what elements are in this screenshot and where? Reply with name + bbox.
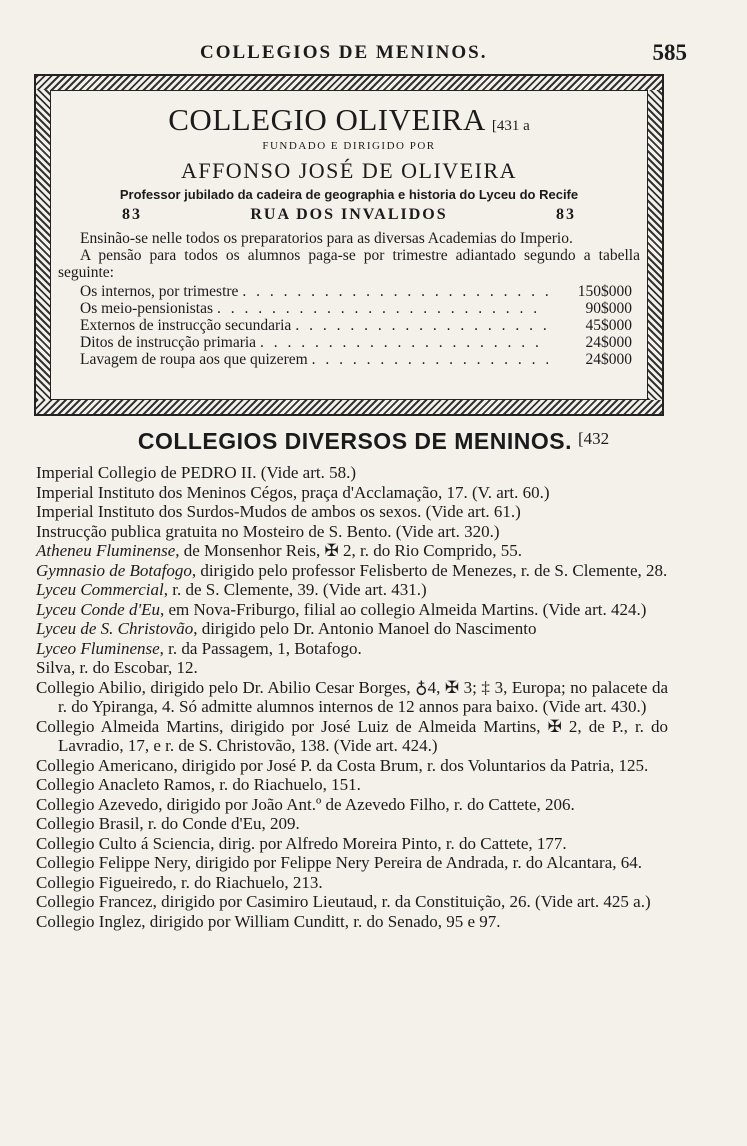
entry-text: , de Monsenhor Reis, ✠ 2, r. do Rio Comprido, 55. [175,541,522,560]
decorative-border-bottom [36,399,662,414]
list-item [36,463,668,483]
price-row [58,334,640,351]
decorative-border-left [36,90,51,400]
dot-leader [242,283,548,300]
decorative-border-right [647,90,662,400]
page-header [0,40,747,70]
entry-text: Collegio Inglez, dirigido por William Cunditt, r. do Senado, 95 e 97. [36,911,501,931]
entry-text: Instrucção publica gratuita no Mosteiro de S. Bento. (Vide art. 320.) [36,521,500,541]
list-item [36,795,668,815]
list-item [36,639,668,659]
price-label: Ditos de instrucção primaria [80,334,257,351]
list-item [36,619,668,639]
ad-reference: [431 a [491,118,530,134]
price-value: 24$000 [585,351,632,368]
price-label: Externos de instrucção secundaria [80,317,292,334]
list-item [36,678,668,717]
price-value: 45$000 [585,317,632,334]
school-name: Lyceo Fluminense [36,638,160,658]
entry-text: Collegio Figueiredo, r. do Riachuelo, 213. [36,872,323,892]
entry-text: Collegio Culto á Sciencia, dirig. por Alfredo Moreira Pinto, r. do Cattete, 177. [36,833,567,853]
list-item [36,892,668,912]
price-table [58,283,640,368]
entry-text: , r. de S. Clemente, 39. (Vide art. 431.) [163,580,427,599]
list-item [36,502,668,522]
list-item [36,853,668,873]
entry-text: Silva, r. do Escobar, 12. [36,658,198,677]
ad-description [58,230,640,281]
entry-text: Collegio Azevedo, dirigido por João Ant.º de Azevedo Filho, r. do Cattete, 206. [36,794,575,814]
list-item [36,522,668,542]
section-title: COLLEGIOS DIVERSOS DE MENINOS. [137,428,572,454]
school-name: Lyceu Commercial [36,580,164,599]
ad-paragraph-1: Ensinão-se nelle todos os preparatorios para as diversas Academias do Imperio. [80,230,573,247]
entry-text: Collegio Abilio, dirigido pelo Dr. Abilio Cesar Borges, ♁4, ✠ 3; ‡ 3, Europa; no palacete da r. do Ypiranga, 4. Só admitte alumnos internos de 12 annos para baixo. (Vide art. 430.) [36,677,668,716]
decorative-border-top [36,76,662,91]
list-item [36,658,668,678]
list-item [36,541,668,561]
list-item [36,561,668,581]
entry-text: Imperial Collegio de PEDRO II. (Vide art. 58.) [36,463,357,482]
address-number-left: 83 [122,206,142,223]
ad-title: COLLEGIO OLIVEIRA [168,102,486,137]
entry-text: Collegio Americano, dirigido por José P. da Costa Brum, r. dos Voluntarios da Patria, 125. [36,755,649,775]
price-value: 150$000 [577,283,632,300]
school-name: Atheneu Fluminense [36,541,176,560]
school-name: Gymnasio de Botafogo [36,560,192,580]
list-item [36,483,668,503]
price-value: 24$000 [585,334,632,351]
dot-leader [295,317,548,334]
entry-text: , dirigido pelo professor Felisberto de Menezes, r. de S. Clemente, 28. [191,560,668,580]
address-number-right: 83 [556,206,576,223]
entry-text: , em Nova-Friburgo, filial ao collegio Almeida Martins. (Vide art. 424.) [160,599,647,619]
entry-text: , dirigido pelo Dr. Antonio Manoel do Nascimento [193,619,537,638]
price-row [58,351,640,368]
section-reference: [432 [578,429,610,448]
price-label: Os meio-pensionistas [80,300,214,317]
running-title: COLLEGIOS DE MENINOS. [200,42,488,63]
price-label: Os internos, por trimestre [80,283,239,300]
ad-paragraph-2: A pensão para todos os alumnos paga-se por trimestre adiantado segundo a tabella seguinte: [58,247,640,281]
school-listing [36,463,668,931]
price-label: Lavagem de roupa aos que quizerem [80,351,308,368]
entry-text: Collegio Brasil, r. do Conde d'Eu, 209. [36,814,300,833]
entry-text: Collegio Anacleto Ramos, r. do Riachuelo, 151. [36,775,361,794]
entry-text: Collegio Felippe Nery, dirigido por Felippe Nery Pereira de Andrada, r. do Alcantara, 64. [36,853,643,872]
list-item [36,600,668,620]
list-item [36,580,668,600]
list-item [36,814,668,834]
ad-founder-credentials: Professor jubilado da cadeira de geographia e historia do Lyceu do Recife [119,187,579,202]
entry-text: Collegio Francez, dirigido por Casimiro Lieutaud, r. da Constituição, 26. (Vide art. 425 a.) [36,892,651,911]
school-name: Lyceu de S. Christovão [36,619,194,638]
list-item [36,834,668,854]
advertisement-box [34,74,664,416]
list-item [36,873,668,893]
ad-address [58,204,640,226]
price-row [58,283,640,300]
list-item [36,775,668,795]
ad-founder-name: AFFONSO JOSÉ DE OLIVEIRA [180,158,518,183]
list-item [36,912,668,932]
address-street: RUA DOS INVALIDOS [250,206,448,223]
school-name: Lyceu Conde d'Eu [36,599,160,619]
dot-leader [260,334,548,351]
page-number: 585 [652,40,687,65]
entry-text: Collegio Almeida Martins, dirigido por José Luiz de Almeida Martins, ✠ 2, de P., r. do Lavradio, 17, e r. de S. Christovão, 138. (Vide art. 424.) [36,716,668,755]
ad-founded-by: FUNDADO E DIRIGIDO POR [262,140,436,152]
list-item [36,756,668,776]
section-heading [0,428,747,455]
entry-text: Imperial Instituto dos Meninos Cégos, praça d'Acclamação, 17. (V. art. 60.) [36,482,550,502]
advertisement-content [58,102,640,368]
ad-title-line [58,102,640,138]
dot-leader [217,300,548,317]
price-row [58,317,640,334]
price-value: 90$000 [585,300,632,317]
entry-text: , r. da Passagem, 1, Botafogo. [159,638,362,658]
price-row [58,300,640,317]
dot-leader [312,351,548,368]
entry-text: Imperial Instituto dos Surdos-Mudos de ambos os sexos. (Vide art. 61.) [36,502,521,521]
list-item [36,717,668,756]
